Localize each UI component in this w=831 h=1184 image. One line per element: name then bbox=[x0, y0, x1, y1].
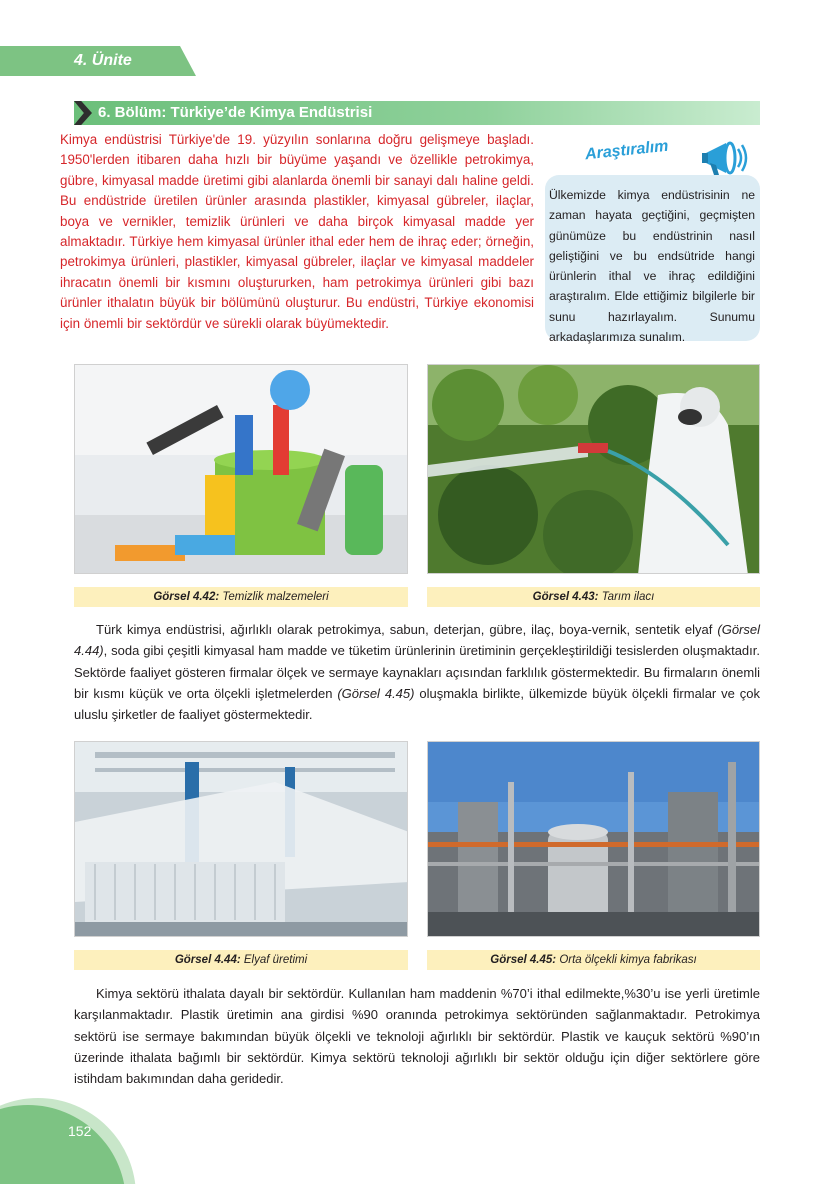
figure-caption: Orta ölçekli kimya fabrikası bbox=[559, 954, 697, 966]
figure-ref: Görsel 4.44: bbox=[174, 954, 241, 966]
caption-figure-4-43 bbox=[427, 587, 760, 607]
photo-chemical-factory bbox=[427, 741, 760, 937]
photo-cleaning-supplies bbox=[74, 364, 408, 574]
research-body: Ülkemizde kimya endüstrisinin ne zaman hayata geçtiğini, geçmişten günümüze bu endüstrinin nasıl geliştiğini ve bu endsütride hangi ürünlerin ithal ve ihraç edildiğini araştıralım. Elde ettiğimiz bilgilerle bir sunu hazırlayalım. Sunumu arkadaşlarımıza sunalım. bbox=[549, 188, 755, 345]
figure-reference: (Görsel 4.45) bbox=[337, 685, 415, 701]
page-number-circle bbox=[0, 1105, 126, 1184]
figure-ref: Görsel 4.43: bbox=[532, 591, 599, 603]
figure-reference: (Görsel 4.44) bbox=[74, 622, 760, 659]
caption-figure-4-42 bbox=[74, 587, 408, 607]
section-heading bbox=[74, 101, 760, 125]
figure-caption: Elyaf üretimi bbox=[243, 954, 308, 966]
section-title: 6. Bölüm: Türkiye’de Kimya Endüstrisi bbox=[98, 104, 373, 121]
figure-caption: Temizlik malzemeleri bbox=[222, 591, 329, 603]
section-arrow-icon bbox=[74, 101, 92, 125]
intro-text: Kimya endüstrisi Türkiye'de 19. yüzyılın sonlarına doğru gelişmeye başladı. 1950'lerden itibaren daha hızlı bir büyüme yaşandı ve özellikle petrokimya, gübre, kimyasal madde üretimi gibi alanlarda önemli bir sanayi dalı haline geldi. Bu endüstride üretilen ürünler arasında plastikler, kimyasal gübreler, ilaçlar, boya ve vernikler, temizlik ürünleri ve daha birçok kimyasal madde yer almaktadır. Türkiye hem kimyasal ürünler ithal eder hem de ihraç eder; örneğin, petrokimya ürünleri, plastikler, kimyasal gübreler, ilaçlar ve kimyasal maddeler ihracatın önemli bir kısmını oluştururken, ham petrokimya ürünleri gibi bazı ürünler ithalatın büyük bir bölümünü oluşturur. Bu endüstri, Türkiye ekonomisi için önemli bir sektördür ve sürekli olarak büyümektedir. bbox=[60, 132, 534, 331]
caption-figure-4-44 bbox=[74, 950, 408, 970]
figure-ref: Görsel 4.45: bbox=[490, 954, 557, 966]
unit-tab bbox=[0, 46, 210, 78]
research-box bbox=[545, 135, 760, 345]
figure-caption: Tarım ilacı bbox=[601, 591, 655, 603]
photo-fiber-production bbox=[74, 741, 408, 937]
paragraph-1 bbox=[74, 619, 760, 725]
paragraph-1-part-c: oluşmakla birlikte, ülkemizde büyük ölçekli firmalar ve çok uluslu şirketler de faaliyet göstermektedir. bbox=[74, 685, 761, 723]
figure-ref: Görsel 4.42: bbox=[153, 591, 220, 603]
paragraph-1-part-a: Türk kimya endüstrisi, ağırlıklı olarak petrokimya, sabun, deterjan, gübre, ilaç, boya-vernik, sentetik elyaf bbox=[96, 622, 718, 637]
caption-figure-4-45 bbox=[427, 950, 760, 970]
photo-pesticide-spraying bbox=[427, 364, 760, 574]
research-title: Araştıralım bbox=[584, 137, 670, 164]
paragraph-1-part-b: , soda gibi çeşitli kimyasal ham madde ve tüketim ürünlerinin üretiminin gerçekleştirildiği tesislerden oluşmaktadır. Sektörde faaliyet gösteren firmalar ölçek ve sermaye kaynakları açısından farklılık göstermektedir. Bu firmaların önemli bir kısmı küçük ve orta ölçekli işletmelerden bbox=[74, 643, 760, 701]
paragraph-2: Kimya sektörü ithalata dayalı bir sektördür. Kullanılan ham maddenin %70’i ithal edilmekte,%30’u ise yerli üretimle karşılanmaktadır. Plastik üretimin ana girdisi %90 oranında petrokimya sektöründen sağlanmaktadır. Petrokimya sektörü ise sermaye bakımından büyük ölçekli ve teknoloji ağırlıklı bir sektördür. Plastik ve kauçuk sektörü %90’ın üzerinde ithalata bağımlı bir sektördür. Kimya sektörü teknoloji ağırlıklı bir sektör olduğu için diğer sektörlere göre istihdam bakımından daha geridedir. bbox=[74, 986, 760, 1087]
page-number: 152 bbox=[68, 1123, 92, 1139]
unit-label: 4. Ünite bbox=[74, 52, 132, 69]
megaphone-icon bbox=[700, 135, 750, 181]
